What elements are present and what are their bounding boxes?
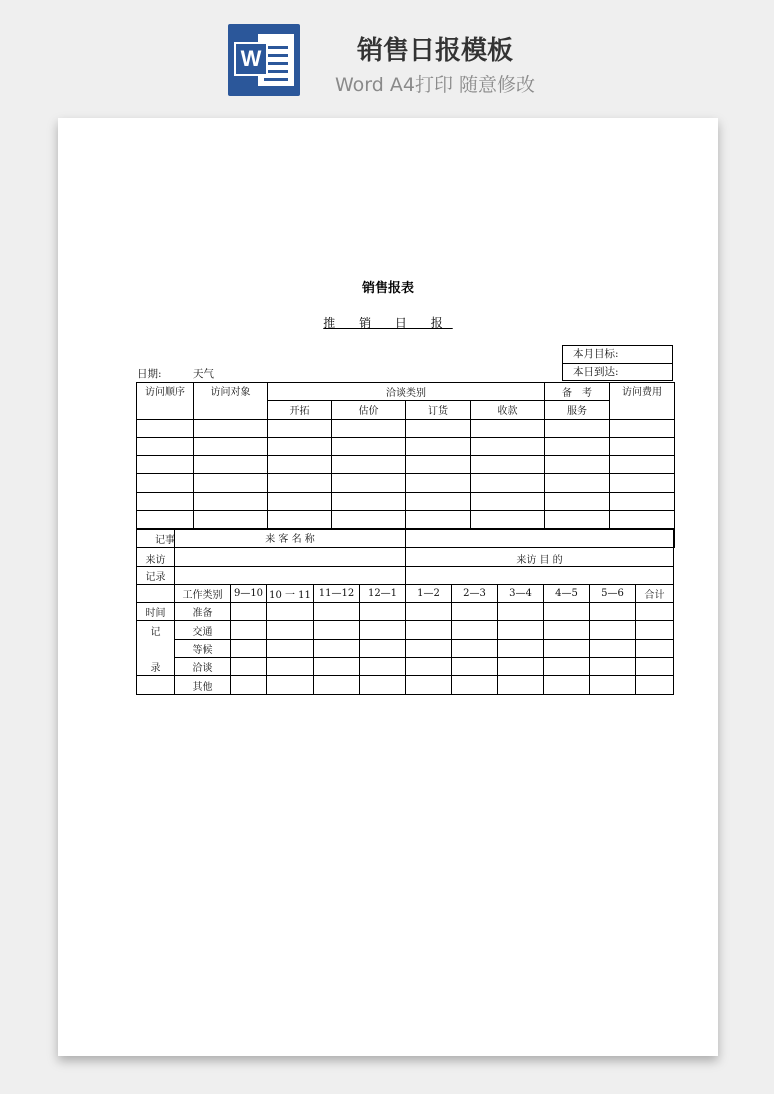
table-cell[interactable]	[545, 492, 610, 510]
time-cell[interactable]	[231, 676, 267, 694]
time-cell[interactable]	[267, 676, 314, 694]
word-letter-icon: W	[234, 42, 268, 76]
goal-box	[562, 345, 673, 381]
table-cell[interactable]	[194, 456, 268, 474]
time-slot-header: 10 一 11	[267, 584, 314, 602]
time-cell[interactable]	[314, 621, 360, 639]
time-cell[interactable]	[267, 658, 314, 676]
subcat-cell: 估价	[332, 401, 406, 419]
time-cell[interactable]	[452, 621, 498, 639]
table-cell[interactable]	[545, 511, 610, 529]
table-cell[interactable]	[332, 492, 406, 510]
table-cell[interactable]	[610, 492, 675, 510]
time-cell[interactable]	[498, 639, 544, 657]
table-cell[interactable]	[268, 437, 332, 455]
time-cell[interactable]	[452, 676, 498, 694]
time-cell[interactable]	[360, 621, 406, 639]
month-target-field[interactable]: 本月目标:	[573, 348, 619, 360]
time-cell[interactable]	[267, 603, 314, 621]
table-cell[interactable]	[332, 511, 406, 529]
activity-row	[137, 603, 674, 621]
activity-row	[137, 676, 674, 694]
table-cell[interactable]	[610, 456, 675, 474]
table-cell[interactable]	[268, 456, 332, 474]
time-cell[interactable]	[406, 621, 452, 639]
time-cell[interactable]	[498, 658, 544, 676]
table-row	[137, 511, 675, 529]
time-cell[interactable]	[231, 621, 267, 639]
time-cell[interactable]	[590, 676, 636, 694]
customer-name-cell[interactable]	[175, 566, 406, 584]
time-cell[interactable]	[360, 658, 406, 676]
activity-row	[137, 639, 674, 657]
table-cell[interactable]	[194, 437, 268, 455]
customer-name-header[interactable]: 来 客 名 称	[175, 530, 406, 567]
time-slot-header: 5—6	[590, 584, 636, 602]
table-cell[interactable]	[137, 474, 194, 492]
header-category: 洽谈类别	[268, 383, 545, 401]
date-label: 日期:	[137, 368, 162, 380]
record-label: 记录	[137, 566, 175, 584]
table-cell[interactable]	[406, 492, 471, 510]
table-cell[interactable]	[406, 456, 471, 474]
table-cell[interactable]	[545, 437, 610, 455]
table-cell[interactable]	[406, 474, 471, 492]
time-slot-header: 4—5	[544, 584, 590, 602]
time-slot-header: 9—10	[231, 584, 267, 602]
table-row	[137, 437, 675, 455]
time-cell[interactable]	[498, 603, 544, 621]
time-cell[interactable]	[636, 658, 674, 676]
page-title: 销售日报模板	[356, 36, 513, 66]
time-cell[interactable]	[636, 639, 674, 657]
subcat-cell: 服务	[545, 401, 610, 419]
table-cell[interactable]	[471, 419, 545, 437]
document-subtitle-text: 推 销 日 报	[323, 316, 453, 330]
table-row	[137, 419, 675, 437]
table-cell[interactable]	[137, 492, 194, 510]
time-cell[interactable]	[406, 639, 452, 657]
time-slot-header: 2—3	[452, 584, 498, 602]
subcat-cell: 订货	[406, 401, 471, 419]
table-cell[interactable]	[194, 511, 268, 529]
word-app-icon	[228, 24, 300, 96]
visit-purpose-header[interactable]: 来访 目 的	[406, 530, 674, 567]
time-cell[interactable]	[452, 658, 498, 676]
table-cell[interactable]	[194, 419, 268, 437]
table-cell[interactable]	[137, 437, 194, 455]
table-cell[interactable]	[332, 474, 406, 492]
time-cell[interactable]	[636, 603, 674, 621]
table-cell[interactable]	[268, 492, 332, 510]
table-cell[interactable]	[406, 437, 471, 455]
time-cell[interactable]	[314, 676, 360, 694]
time-slot-header: 11—12	[314, 584, 360, 602]
time-cell[interactable]	[314, 603, 360, 621]
header-remark: 备 考	[545, 383, 610, 401]
table-cell[interactable]	[268, 511, 332, 529]
visit-header-row	[137, 383, 675, 401]
time-cell[interactable]	[590, 658, 636, 676]
table-cell[interactable]	[610, 437, 675, 455]
side-ji-label: 记	[137, 621, 175, 639]
document-title: 销售报表	[361, 281, 414, 296]
time-header-row	[137, 584, 674, 602]
table-cell[interactable]	[545, 456, 610, 474]
activity-label: 洽谈	[175, 658, 231, 676]
table-cell[interactable]	[545, 474, 610, 492]
weather-label: 天气	[193, 368, 214, 380]
time-cell[interactable]	[636, 676, 674, 694]
table-cell[interactable]	[137, 511, 194, 529]
table-cell[interactable]	[406, 511, 471, 529]
page-subtitle: Word A4打印 随意修改	[334, 74, 535, 96]
visitor-row-1	[137, 530, 674, 548]
table-cell[interactable]	[332, 437, 406, 455]
today-reached-field[interactable]: 本日到达:	[563, 363, 672, 381]
time-cell[interactable]	[590, 639, 636, 657]
time-cell[interactable]	[314, 658, 360, 676]
table-cell[interactable]	[406, 419, 471, 437]
table-cell[interactable]	[332, 456, 406, 474]
time-cell[interactable]	[406, 658, 452, 676]
table-cell[interactable]	[610, 419, 675, 437]
time-cell[interactable]	[360, 639, 406, 657]
time-cell[interactable]	[498, 621, 544, 639]
document-page	[58, 118, 718, 1056]
time-cell[interactable]	[590, 603, 636, 621]
visitor-time-table	[136, 529, 674, 695]
table-cell[interactable]	[471, 437, 545, 455]
table-cell[interactable]	[545, 419, 610, 437]
side-lu-label: 录	[137, 658, 175, 676]
visitor-record-row	[137, 566, 674, 584]
time-cell[interactable]	[360, 676, 406, 694]
visit-purpose-cell[interactable]	[406, 566, 674, 584]
total-header: 合计	[636, 584, 674, 602]
activity-label: 准备	[175, 603, 231, 621]
time-cell[interactable]	[231, 603, 267, 621]
document-subtitle	[58, 314, 718, 331]
activity-label: 其他	[175, 676, 231, 694]
time-cell[interactable]	[636, 621, 674, 639]
table-row	[137, 456, 675, 474]
time-cell[interactable]	[544, 621, 590, 639]
table-cell[interactable]	[332, 419, 406, 437]
visitor-label: 来访	[137, 530, 175, 567]
table-cell[interactable]	[471, 511, 545, 529]
blank-cell	[137, 676, 175, 694]
table-cell[interactable]	[268, 474, 332, 492]
activity-label: 交通	[175, 621, 231, 639]
blank-cell	[137, 639, 175, 657]
time-label: 时间	[137, 603, 175, 621]
table-cell[interactable]	[471, 474, 545, 492]
table-cell[interactable]	[471, 456, 545, 474]
time-cell[interactable]	[406, 603, 452, 621]
table-cell[interactable]	[268, 419, 332, 437]
subcat-cell: 收款	[471, 401, 545, 419]
table-cell[interactable]	[137, 456, 194, 474]
time-cell[interactable]	[544, 658, 590, 676]
table-row	[137, 492, 675, 510]
date-row	[137, 366, 337, 380]
time-slot-header: 1—2	[406, 584, 452, 602]
blank-cell	[137, 584, 175, 602]
time-cell[interactable]	[267, 639, 314, 657]
time-cell[interactable]	[314, 639, 360, 657]
time-cell[interactable]	[452, 639, 498, 657]
time-cell[interactable]	[231, 658, 267, 676]
time-cell[interactable]	[452, 603, 498, 621]
time-slot-header: 3—4	[498, 584, 544, 602]
table-cell[interactable]	[194, 492, 268, 510]
table-cell[interactable]	[610, 474, 675, 492]
time-cell[interactable]	[544, 676, 590, 694]
header-visit-target: 访问对象	[194, 383, 268, 420]
time-cell[interactable]	[267, 621, 314, 639]
time-cell[interactable]	[231, 639, 267, 657]
table-cell[interactable]	[194, 474, 268, 492]
time-cell[interactable]	[590, 621, 636, 639]
activity-row	[137, 621, 674, 639]
table-row	[137, 474, 675, 492]
time-cell[interactable]	[544, 603, 590, 621]
time-cell[interactable]	[360, 603, 406, 621]
activity-row	[137, 658, 674, 676]
activity-label: 等候	[175, 639, 231, 657]
table-cell[interactable]	[610, 511, 675, 529]
time-cell[interactable]	[544, 639, 590, 657]
table-cell[interactable]	[471, 492, 545, 510]
work-type-header: 工作类别	[175, 584, 231, 602]
time-slot-header: 12—1	[360, 584, 406, 602]
subcat-cell: 开拓	[268, 401, 332, 419]
visit-table	[136, 382, 675, 548]
header-visit-cost: 访问费用	[610, 383, 675, 420]
header-visit-order: 访问顺序	[137, 383, 194, 420]
notes-label[interactable]: 记事	[137, 529, 675, 547]
time-cell[interactable]	[406, 676, 452, 694]
table-cell[interactable]	[137, 419, 194, 437]
time-cell[interactable]	[498, 676, 544, 694]
